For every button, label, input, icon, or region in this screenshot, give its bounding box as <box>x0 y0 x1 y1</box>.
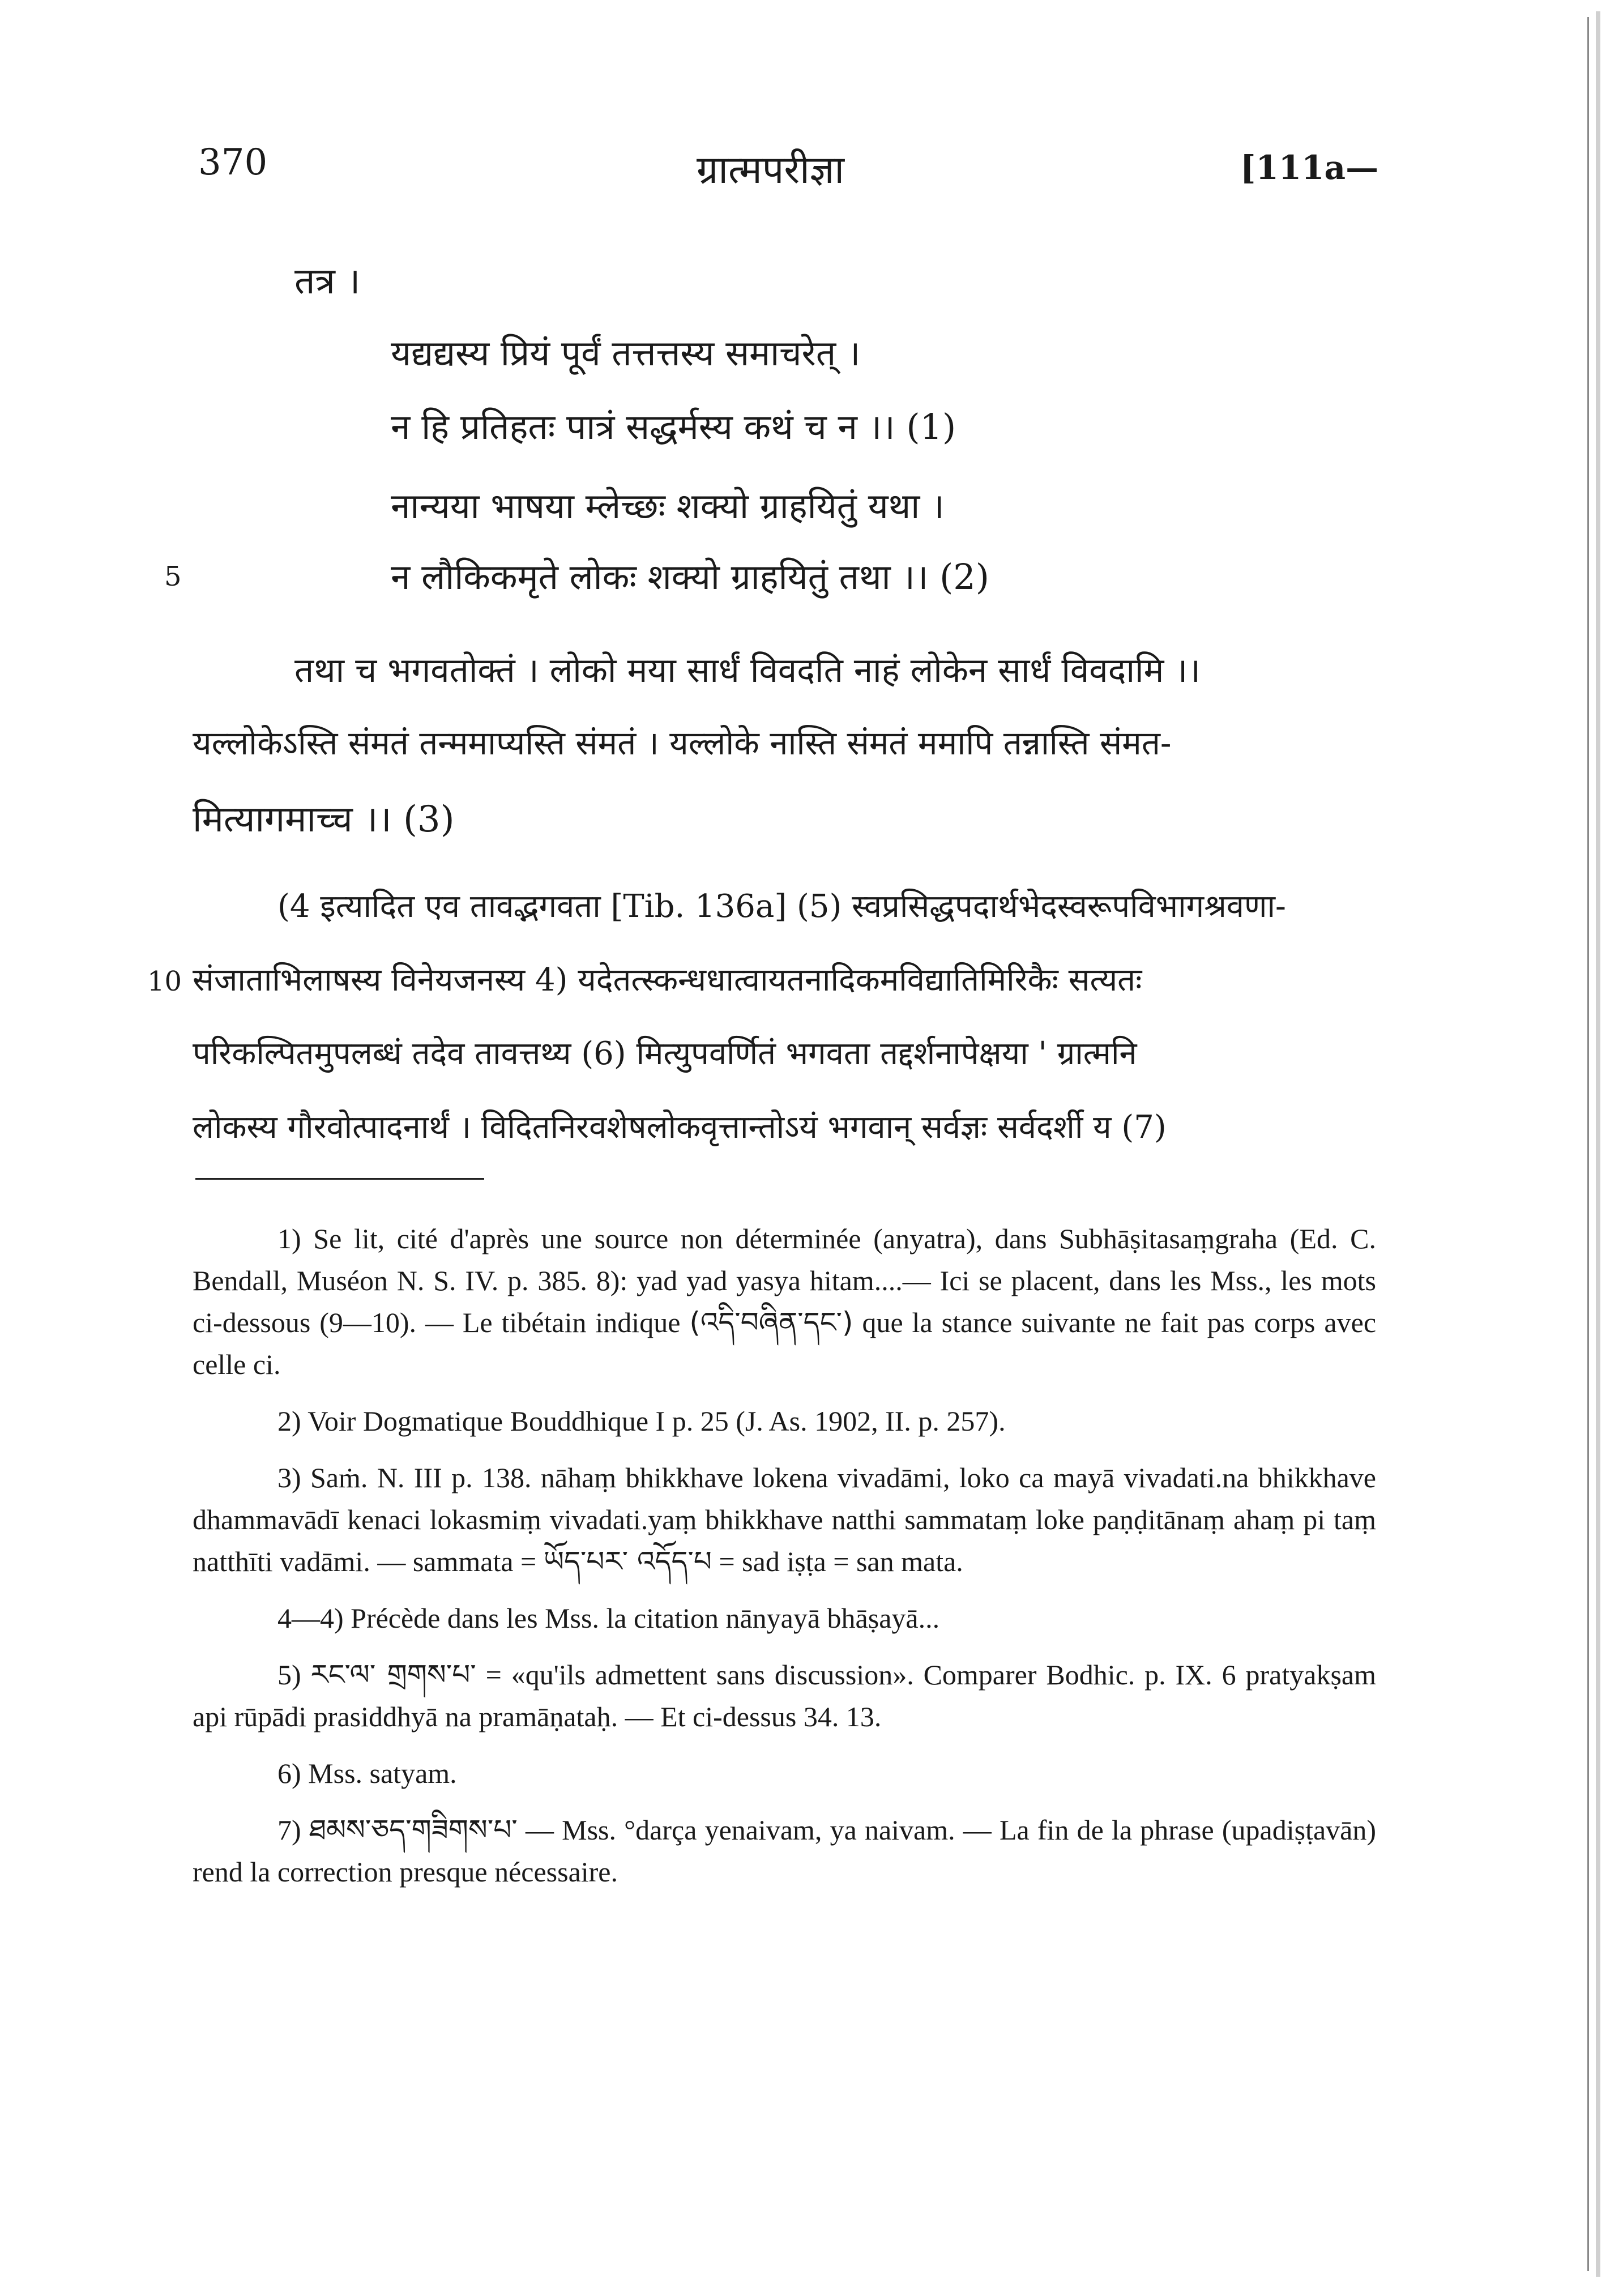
page-edge-line <box>1587 17 1589 2271</box>
sanskrit-line: संजाताभिलाषस्य विनेयजनस्य 4) यदेतत्स्कन्धधात्वायतनादिकमविद्यातिमिरिकैः सत्यतः <box>193 962 1142 998</box>
tibetan-text: ཐམས་ཅད་གཟིགས་པ་ <box>309 1813 518 1846</box>
footnote-text: — Mss. °darça yenaivam, ya naivam. — La fin de la phrase (upadiṣṭavān) rend la correction presque nécessaire. <box>193 1814 1376 1888</box>
line-number: 10 <box>147 966 182 997</box>
footnote-7 <box>193 1809 1376 1893</box>
footnote-number: 7) <box>277 1814 301 1846</box>
sanskrit-line: (4 इत्यादित एव तावद्भगवता [Tib. 136a] (5) स्वप्रसिद्धपदार्थभेदस्वरूपविभागश्रवणा- <box>277 888 1286 925</box>
footnote-1 <box>193 1218 1376 1385</box>
page-number: 370 <box>198 142 268 183</box>
footnote-text: = sad iṣṭa = san mata. <box>719 1546 963 1577</box>
tibetan-text: ཡོད་པར་ འདོད་པ <box>543 1545 712 1578</box>
footnote-rule <box>195 1178 484 1180</box>
sanskrit-line: मित्यागमाच्च ।। (3) <box>193 799 455 840</box>
sanskrit-line: यल्लोकेऽस्ति संमतं तन्ममाप्यस्ति संमतं । यल्लोके नास्ति संमतं ममापि तन्नास्ति संमत- <box>193 724 1172 762</box>
footnote-4: 4—4) Précède dans les Mss. la citation nānyayā bhāṣayā... <box>277 1602 940 1634</box>
verse-line: न हि प्रतिहतः पात्रं सद्धर्मस्य कथं च न ।। (1) <box>391 406 956 447</box>
footnote-text: 3) Saṁ. N. III p. 138. nāhaṃ bhikkhave lokena vivadāmi, loko ca mayā vivadati.na bhikkhave dhammavādī kenaci lokasmiṃ vivadati.yaṃ bhikkhave natthi sammataṃ loke paṇḍitānaṃ ahaṃ pi taṃ natthīti vadāmi. — sammata <box>193 1462 1376 1577</box>
page-header <box>0 142 1623 210</box>
sanskrit-line: लोकस्य गौरवोत्पादनार्थं । विदितनिरवशेषलोकवृत्तान्तोऽयं भगवान् सर्वज्ञः सर्वदर्शी य (7) <box>193 1109 1167 1146</box>
sanskrit-line: परिकल्पितमुपलब्धं तदेव तावत्तथ्य (6) मित्युपवर्णितं भगवता तद्दर्शनापेक्षया ' ग्रात्मनि <box>193 1035 1137 1072</box>
verse-line: नान्यया भाषया म्लेच्छः शक्यो ग्राहयितुं यथा । <box>391 485 945 527</box>
sanskrit-line: तथा च भगवतोक्तं । लोको मया सार्धं विवदति नाहं लोकेन सार्धं विवदामि ।। <box>294 651 1201 690</box>
equals-sign: = <box>520 1546 537 1577</box>
footnote-text: que la stance suivante ne fait pas corps avec celle ci. <box>193 1307 1377 1380</box>
footnote-number: 5) <box>277 1659 301 1691</box>
footnote-5 <box>193 1654 1376 1738</box>
page-edge-shadow <box>1596 11 1600 2277</box>
line-number: 5 <box>164 561 182 592</box>
verse-line: यद्यद्यस्य प्रियं पूर्वं तत्तत्तस्य समाचरेत् । <box>391 332 861 374</box>
footnotes <box>193 1218 1376 1907</box>
footnote-3 <box>193 1457 1376 1582</box>
footnote-text: = «qu'ils admettent sans discussion». Comparer Bodhic. p. IX. 6 pratyakṣam api rūpādi prasiddhyā na pramāṇataḥ. — Et ci-dessus 34. 13. <box>193 1659 1376 1732</box>
verse-line: न लौकिकमृते लोकः शक्यो ग्राहयितुं तथा ।। (2) <box>391 556 989 598</box>
footnote-6: 6) Mss. satyam. <box>277 1757 457 1789</box>
tibetan-text: (འདི་བཞིན་དང་) <box>689 1306 853 1339</box>
footnote-2: 2) Voir Dogmatique Bouddhique I p. 25 (J. As. 1902, II. p. 257). <box>277 1405 1006 1437</box>
tibetan-text: རང་ལ་ གྲགས་པ་ <box>310 1658 476 1691</box>
sanskrit-line: तत्र । <box>294 261 361 302</box>
running-title: ग्रात्मपरीज्ञा <box>697 148 844 193</box>
section-reference: [111a— <box>1240 148 1379 187</box>
footnote-text: 1) Se lit, cité d'après une source non déterminée (anyatra), dans Subhāṣitasaṃgraha (Ed. C. Bendall, Muséon N. S. IV. p. 385. 8): yad yad yasya hitam....— Ici se placent, dans les Mss., les mots ci-dessous (9—10). — Le tibétain indique <box>193 1223 1376 1338</box>
